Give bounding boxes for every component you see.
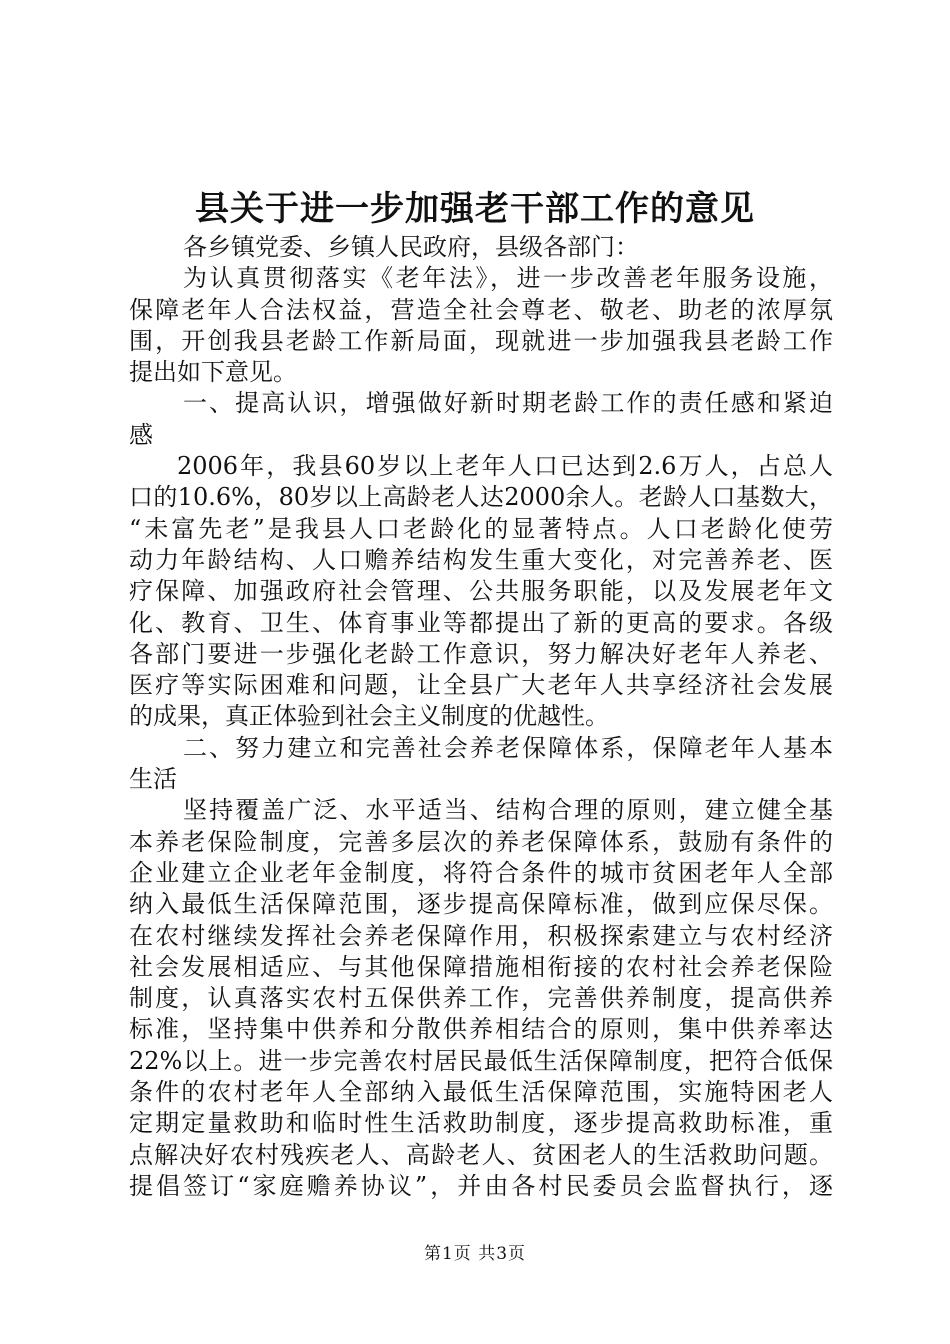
body-line: 定期定量救助和临时性生活救助制度，逐步提高救助标准，重 xyxy=(129,1109,833,1138)
body-line: 围，开创我县老龄工作新局面，现就进一步加强我县老龄工作 xyxy=(129,326,833,355)
body-line: 保障老年人合法权益，营造全社会尊老、敬老、助老的浓厚氛 xyxy=(129,295,833,324)
body-line: 标准，坚持集中供养和分散供养相结合的原则，集中供养率达 xyxy=(129,1015,833,1044)
body-line: “未富先老”是我县人口老龄化的显著特点。人口老龄化使劳 xyxy=(129,514,833,543)
body-line: 疗保障、加强政府社会管理、公共服务职能，以及发展老年文 xyxy=(129,577,833,606)
body-line: 纳入最低生活保障范围，逐步提高保障标准，做到应保尽保。 xyxy=(129,890,833,919)
document-body xyxy=(129,232,833,1202)
body-line: 点解决好农村残疾老人、高龄老人、贫困老人的生活救助问题。 xyxy=(129,1140,833,1169)
body-line: 二、努力建立和完善社会养老保障体系，保障老年人基本 xyxy=(183,733,833,762)
body-line: 各乡镇党委、乡镇人民政府，县级各部门： xyxy=(183,233,639,261)
body-line: 坚持覆盖广泛、水平适当、结构合理的原则，建立健全基 xyxy=(183,796,833,825)
body-line: 2006年，我县60岁以上老年人口已达到2.6万人，占总人 xyxy=(177,452,833,481)
body-line: 制度，认真落实农村五保供养工作，完善供养制度，提高供养 xyxy=(129,984,833,1013)
body-line: 口的10.6%，80岁以上高龄老人达2000余人。老龄人口基数大， xyxy=(129,483,833,512)
body-line: 为认真贯彻落实《老年法》，进一步改善老年服务设施， xyxy=(183,264,833,293)
body-line: 提倡签订“家庭赡养协议”，并由各村民委员会监督执行，逐 xyxy=(129,1171,833,1200)
body-line: 医疗等实际困难和问题，让全县广大老年人共享经济社会发展 xyxy=(129,671,833,700)
body-line: 本养老保险制度，完善多层次的养老保障体系，鼓励有条件的 xyxy=(129,827,833,856)
body-line: 动力年龄结构、人口赡养结构发生重大变化，对完善养老、医 xyxy=(129,545,833,574)
body-line: 生活 xyxy=(129,765,177,794)
body-line: 化、教育、卫生、体育事业等都提出了新的更高的要求。各级 xyxy=(129,608,833,637)
page-footer: 第1页 共3页 xyxy=(423,1244,527,1264)
body-line: 一、提高认识，增强做好新时期老龄工作的责任感和紧迫 xyxy=(183,389,833,418)
body-line: 社会发展相适应、与其他保障措施相衔接的农村社会养老保险 xyxy=(129,952,833,981)
body-line: 各部门要进一步强化老龄工作意识，努力解决好老年人养老、 xyxy=(129,639,833,668)
body-line: 感 xyxy=(129,420,153,449)
body-line: 企业建立企业老年金制度，将符合条件的城市贫困老年人全部 xyxy=(129,858,833,887)
body-line: 条件的农村老年人全部纳入最低生活保障范围，实施特困老人 xyxy=(129,1078,833,1107)
body-line: 在农村继续发挥社会养老保障作用，积极探索建立与农村经济 xyxy=(129,921,833,950)
document-title: 县关于进一步加强老干部工作的意见 xyxy=(195,189,755,229)
body-line: 的成果，真正体验到社会主义制度的优越性。 xyxy=(129,702,609,731)
body-line: 22%以上。进一步完善农村居民最低生活保障制度，把符合低保 xyxy=(129,1046,833,1075)
body-line: 提出如下意见。 xyxy=(129,358,297,387)
